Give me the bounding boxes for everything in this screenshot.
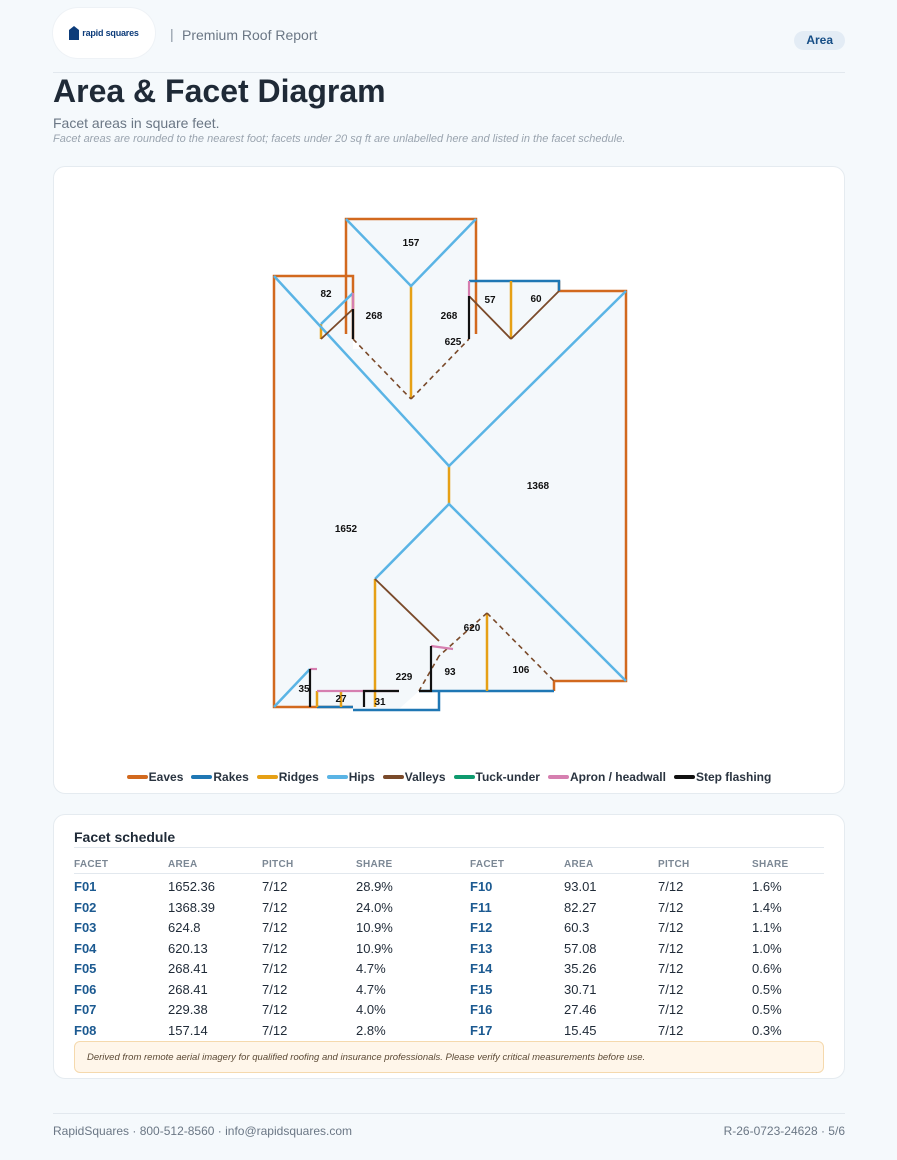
cell-share: 1.1% <box>752 920 782 935</box>
cell-facet: F15 <box>470 981 493 997</box>
table-row <box>470 1002 850 1022</box>
cell-share: 24.0% <box>356 899 393 915</box>
schedule-title: Facet schedule <box>74 829 176 845</box>
schedule-divider <box>74 847 824 848</box>
cell-share: 4.0% <box>356 1002 386 1017</box>
facet-label: 60 <box>530 294 542 305</box>
facet-label: 35 <box>298 684 310 695</box>
cell-facet: F01 <box>74 879 97 894</box>
cell-share: 1.4% <box>752 899 782 915</box>
table-row <box>470 961 850 981</box>
cell-share: 2.8% <box>356 1022 386 1038</box>
cell-share: 10.9% <box>356 920 393 935</box>
table-row <box>470 1023 850 1043</box>
cell-area: 30.71 <box>564 981 597 997</box>
facet-label: 625 <box>444 337 462 348</box>
table-row <box>74 879 454 899</box>
cell-area: 268.41 <box>168 981 208 997</box>
facet-schedule-card <box>53 814 845 1079</box>
cell-share: 10.9% <box>356 940 393 956</box>
house-icon <box>69 26 79 40</box>
table-row <box>470 941 850 961</box>
table-row <box>74 1023 454 1043</box>
cell-pitch: 7/12 <box>658 961 684 976</box>
cell-area: 268.41 <box>168 961 208 976</box>
cell-facet: F10 <box>470 879 493 894</box>
disclaimer-note: Derived from remote aerial imagery for qualified roofing and insurance professionals. Please verify critical measurements before use. <box>74 1041 824 1073</box>
cell-share: 0.6% <box>752 961 782 976</box>
cell-area: 157.14 <box>168 1022 208 1038</box>
cell-pitch: 7/12 <box>658 940 684 956</box>
cell-area: 620.13 <box>168 940 208 956</box>
page-note: Facet areas are rounded to the nearest foot; facets under 20 sq ft are unlabelled here and listed in the facet schedule. <box>53 133 626 145</box>
facet-label: 57 <box>484 295 496 306</box>
cell-area: 229.38 <box>168 1002 208 1017</box>
legend-label: Tuck-under <box>475 770 540 784</box>
facet-label: 268 <box>440 311 458 322</box>
cell-facet: F04 <box>74 940 97 956</box>
cell-facet: F12 <box>470 920 493 935</box>
legend-swatch <box>127 775 148 779</box>
cell-share: 4.7% <box>356 981 386 997</box>
cell-pitch: 7/12 <box>658 1022 684 1038</box>
legend-item-tuck-under <box>454 770 540 784</box>
cell-pitch: 7/12 <box>262 940 288 956</box>
legend-item-rakes <box>191 770 248 784</box>
facet-label: 106 <box>512 665 530 676</box>
table-row <box>470 920 850 940</box>
table-row <box>74 1002 454 1022</box>
table-header-divider <box>74 873 824 874</box>
table-row <box>74 900 454 920</box>
cell-area: 15.45 <box>564 1022 597 1038</box>
legend-item-eaves <box>127 770 184 784</box>
logo-text: rapid squares <box>82 28 139 38</box>
legend-swatch <box>327 775 348 779</box>
cell-facet: F07 <box>74 1002 97 1017</box>
cell-share: 28.9% <box>356 879 393 894</box>
legend-swatch <box>257 775 278 779</box>
cell-facet: F08 <box>74 1022 97 1038</box>
cell-area: 27.46 <box>564 1002 597 1017</box>
cell-area: 1652.36 <box>168 879 215 894</box>
legend-label: Hips <box>348 770 375 784</box>
cell-pitch: 7/12 <box>262 899 288 915</box>
table-row <box>470 900 850 920</box>
report-header <box>53 8 845 73</box>
cell-facet: F06 <box>74 981 97 997</box>
legend-swatch <box>454 775 475 779</box>
cell-pitch: 7/12 <box>262 981 288 997</box>
cell-pitch: 7/12 <box>262 920 288 935</box>
cell-pitch: 7/12 <box>658 879 684 894</box>
header-separator: | <box>170 26 174 42</box>
legend-item-valleys <box>383 770 446 784</box>
cell-facet: F13 <box>470 940 493 956</box>
cell-area: 60.3 <box>564 920 590 935</box>
legend-swatch <box>548 775 569 779</box>
column-header-facet: FACET <box>470 859 505 870</box>
facet-label: 1368 <box>526 481 550 492</box>
legend-item-step-flashing <box>674 770 771 784</box>
cell-area: 93.01 <box>564 879 597 894</box>
legend-label: Step flashing <box>695 770 772 784</box>
table-row <box>74 961 454 981</box>
cell-area: 624.8 <box>168 920 201 935</box>
table-row <box>74 920 454 940</box>
facet-diagram-card <box>53 166 845 794</box>
cell-facet: F11 <box>470 899 492 915</box>
cell-pitch: 7/12 <box>658 920 684 935</box>
legend-item-ridges <box>257 770 319 784</box>
facet-label: 82 <box>320 289 332 300</box>
page-subtitle: Facet areas in square feet. <box>53 115 220 131</box>
page-footer <box>53 1113 845 1143</box>
facet-label: 229 <box>395 672 413 683</box>
facet-label: 27 <box>335 694 347 705</box>
diagram-legend <box>54 770 844 784</box>
cell-share: 0.3% <box>752 1022 782 1038</box>
column-header-area: AREA <box>168 859 198 870</box>
cell-share: 0.5% <box>752 1002 782 1017</box>
facet-label: 620 <box>463 623 481 634</box>
cell-area: 57.08 <box>564 940 597 956</box>
cell-share: 1.6% <box>752 879 782 894</box>
table-row <box>470 982 850 1002</box>
cell-facet: F14 <box>470 961 493 976</box>
legend-label: Eaves <box>148 770 184 784</box>
column-header-share: SHARE <box>752 859 789 870</box>
cell-pitch: 7/12 <box>262 879 288 894</box>
cell-pitch: 7/12 <box>262 1022 288 1038</box>
legend-swatch <box>674 775 695 779</box>
cell-pitch: 7/12 <box>658 1002 684 1017</box>
cell-area: 1368.39 <box>168 899 215 915</box>
legend-label: Apron / headwall <box>569 770 666 784</box>
facet-label: 268 <box>365 311 383 322</box>
cell-facet: F16 <box>470 1002 493 1017</box>
legend-swatch <box>191 775 212 779</box>
cell-pitch: 7/12 <box>262 961 288 976</box>
cell-share: 1.0% <box>752 940 782 956</box>
roof-diagram <box>54 167 844 767</box>
facet-label: 157 <box>402 238 420 249</box>
cell-facet: F17 <box>470 1022 493 1038</box>
page-title: Area & Facet Diagram <box>53 73 386 109</box>
column-header-pitch: PITCH <box>262 859 294 870</box>
cell-pitch: 7/12 <box>262 1002 288 1017</box>
facet-label: 1652 <box>334 524 358 535</box>
cell-facet: F02 <box>74 899 97 915</box>
column-header-share: SHARE <box>356 859 393 870</box>
footer-report-id: R-26-0723-24628 · 5/6 <box>723 1124 845 1138</box>
column-header-facet: FACET <box>74 859 109 870</box>
legend-label: Rakes <box>213 770 249 784</box>
cell-area: 35.26 <box>564 961 597 976</box>
cell-pitch: 7/12 <box>658 899 684 915</box>
legend-swatch <box>383 775 404 779</box>
table-row <box>74 941 454 961</box>
cell-facet: F03 <box>74 920 97 935</box>
column-header-area: AREA <box>564 859 594 870</box>
table-row <box>470 879 850 899</box>
table-row <box>74 982 454 1002</box>
footer-contact: RapidSquares · 800-512-8560 · info@rapidsquares.com <box>53 1124 353 1138</box>
cell-share: 4.7% <box>356 961 386 976</box>
column-header-pitch: PITCH <box>658 859 690 870</box>
legend-item-hips <box>327 770 375 784</box>
legend-label: Ridges <box>278 770 319 784</box>
cell-facet: F05 <box>74 961 97 976</box>
cell-pitch: 7/12 <box>658 981 684 997</box>
legend-item-apron <box>548 770 666 784</box>
report-name: Premium Roof Report <box>182 27 318 43</box>
legend-label: Valleys <box>404 770 446 784</box>
facet-label: 31 <box>374 697 386 708</box>
company-logo[interactable] <box>53 8 155 58</box>
cell-share: 0.5% <box>752 981 782 997</box>
cell-area: 82.27 <box>564 899 597 915</box>
facet-label: 93 <box>444 667 456 678</box>
section-badge: Area <box>794 31 845 50</box>
